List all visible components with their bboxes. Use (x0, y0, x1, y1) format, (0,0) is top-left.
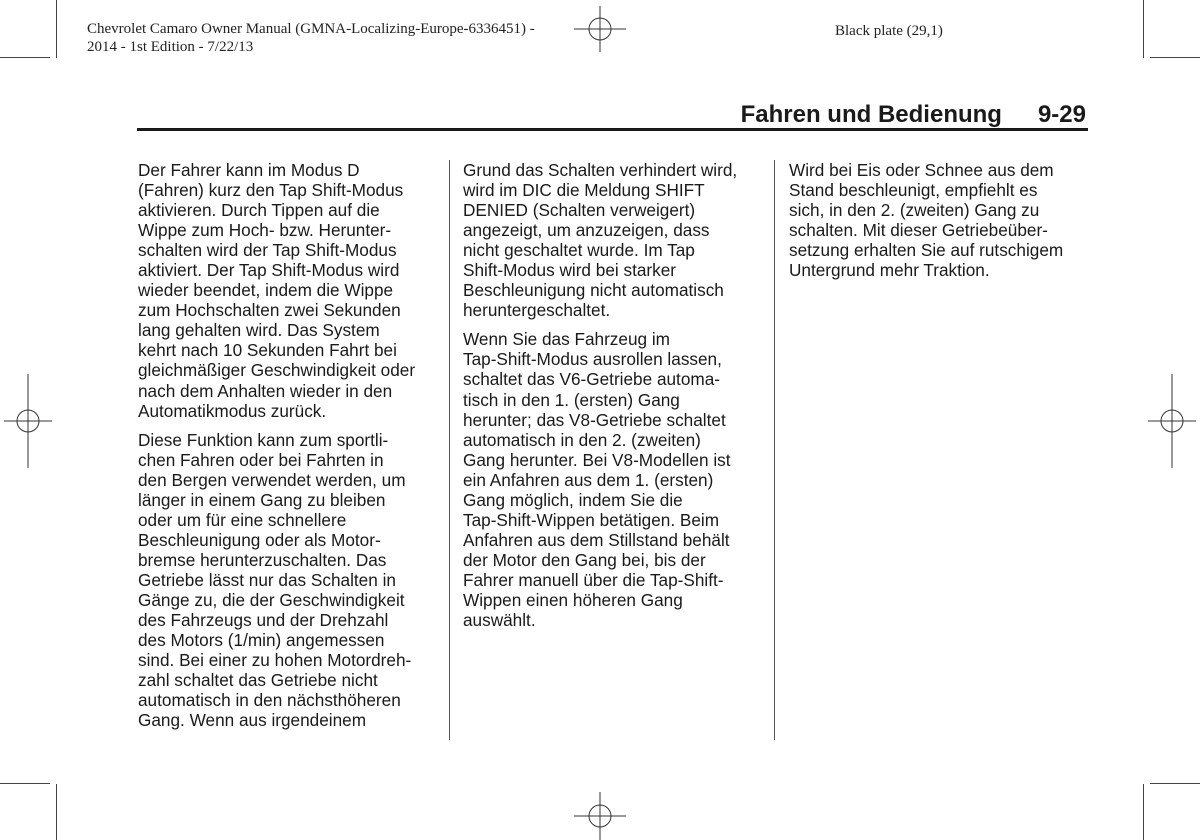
registration-mark-right-icon (1146, 374, 1196, 468)
page-number: 9-29 (1037, 101, 1086, 128)
print-meta-right: Black plate (29,1) (835, 23, 943, 39)
registration-mark-left-icon (4, 374, 54, 468)
section-header (0, 100, 1086, 130)
registration-mark-bottom-icon (570, 792, 630, 840)
crop-mark-bottom-right-horizontal (1150, 783, 1200, 784)
paragraph: Der Fahrer kann im Modus D (Fahren) kurz den Tap Shift-Modus aktivieren. Durch Tippen auf die Wippe zum Hoch- bzw. Herunter- schalten wird der Tap Shift-Modus aktiviert. Der Tap Shift-Modus wird wieder beendet, indem die Wippe zum Hochschalten zwei Sekunden lang gehalten wird. Das System kehrt nach 10 Sekunden Fahrt bei gleichmäßiger Geschwindigkeit oder nach dem Anhalten wieder in den Automatikmodus zurück. (138, 160, 416, 421)
paragraph: Wird bei Eis oder Schnee aus dem Stand beschleunigt, empfiehlt es sich, in den 2. (zweiten) Gang zu schalten. Mit dieser Getriebeüber- setzung erhalten Sie auf rutschigem Untergrund mehr Traktion. (789, 160, 1064, 281)
print-meta-left (87, 20, 535, 56)
crop-mark-top-right-horizontal (1150, 57, 1200, 58)
print-meta-line-1: Chevrolet Camaro Owner Manual (GMNA-Localizing-Europe-6336451) - (87, 21, 535, 37)
crop-mark-top-left-horizontal (0, 57, 50, 58)
text-column-2 (463, 160, 763, 639)
section-title: Fahren und Bedienung (740, 101, 1002, 128)
crop-mark-top-left-vertical (56, 0, 57, 58)
paragraph: Grund das Schalten verhindert wird, wird im DIC die Meldung SHIFT DENIED (Schalten verweigert) angezeigt, um anzuzeigen, dass nicht geschaltet wurde. Im Tap Shift-Modus wird bei starker Beschleunigung nicht automatisch heruntergeschaltet. (463, 160, 738, 321)
text-column-3 (789, 160, 1089, 289)
column-divider-1 (449, 160, 450, 740)
paragraph: Diese Funktion kann zum sportli- chen Fahren oder bei Fahrten in den Bergen verwendet werden, um länger in einem Gang zu bleiben oder um für eine schnellere Beschleunigung oder als Motor- bremse herunterzuschalten. Das Getriebe lässt nur das Schalten in Gänge zu, die der Geschwindigkeit des Fahrzeugs und der Drehzahl des Motors (1/min) angemessen sind. Bei einer zu hohen Motordreh- zahl schaltet das Getriebe nicht automatisch in den nächsthöheren Gang. Wenn aus irgendeinem (138, 429, 412, 731)
text-column-1 (138, 160, 440, 739)
crop-mark-bottom-left-horizontal (0, 783, 50, 784)
registration-mark-top-icon (570, 6, 630, 52)
crop-mark-bottom-left-vertical (56, 784, 57, 840)
crop-mark-top-right-vertical (1143, 0, 1144, 58)
column-divider-2 (774, 160, 775, 740)
header-rule (137, 128, 1088, 131)
print-meta-line-2: 2014 - 1st Edition - 7/22/13 (87, 39, 254, 55)
paragraph: Wenn Sie das Fahrzeug im Tap-Shift-Modus ausrollen lassen, schaltet das V6-Getriebe automa- tisch in den 1. (ersten) Gang herunter; das V8-Getriebe schaltet automatisch in den 2. (zweiten) Gang herunter. Bei V8-Modellen ist ein Anfahren aus dem 1. (ersten) Gang möglich, indem Sie die Tap-Shift-Wippen betätigen. Beim Anfahren aus dem Stillstand behält der Motor den Gang bei, bis der Fahrer manuell über die Tap-Shift- Wippen einen höheren Gang auswählt. (463, 329, 731, 631)
crop-mark-bottom-right-vertical (1143, 784, 1144, 840)
